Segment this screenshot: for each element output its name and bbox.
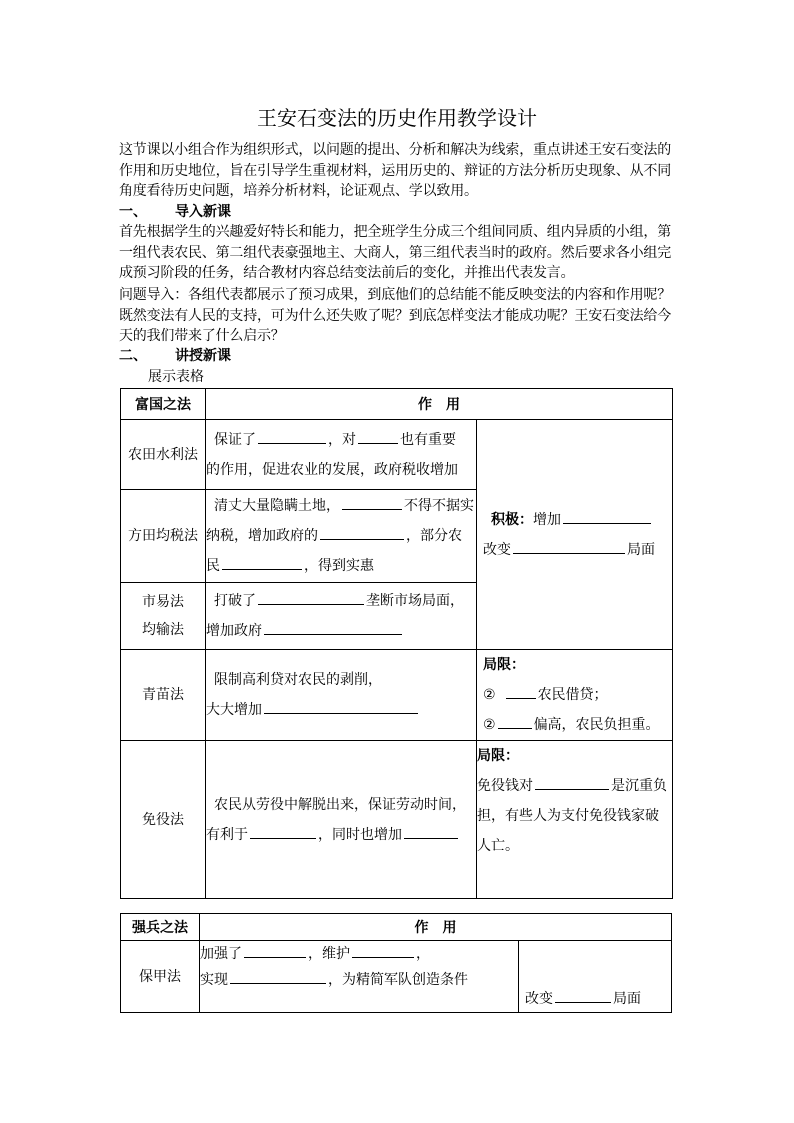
text: 的作用，促进农业的发展，政府税收增加 — [206, 461, 458, 478]
section-title: 讲授新课 — [175, 348, 231, 364]
text: 民 — [206, 558, 220, 574]
paragraph-question: 问题导入：各组代表都展示了预习成果，到底他们的总结能不能反映变法的内容和作用呢？既然变法有人民的支持，可为什么还失败了呢？到底怎样变法才能成功呢？王安石变法给今天的我们带来了什么启示？ — [119, 287, 671, 344]
text: ，对 — [328, 431, 356, 448]
wealth-policy-table — [120, 388, 673, 899]
list-marker: ② — [483, 687, 496, 703]
text: 打破了 — [214, 593, 256, 609]
table-caption: 展示表格 — [148, 369, 204, 385]
policy-name: 方田均税法 — [121, 490, 206, 583]
table-header-policy: 强兵之法 — [121, 914, 200, 941]
text: ， — [416, 946, 430, 962]
policy-name: 免役法 — [121, 741, 206, 899]
fill-blank — [555, 988, 611, 1003]
text: 增加政府 — [206, 623, 262, 639]
table-row — [121, 941, 672, 1013]
text: 限制高利贷对农民的剥削， — [214, 672, 382, 688]
fill-blank — [513, 539, 625, 554]
fill-blank — [358, 429, 398, 444]
section-title: 导入新课 — [175, 204, 231, 220]
fill-blank — [404, 824, 458, 839]
text: 不得不据实 — [404, 498, 474, 514]
policy-effect — [200, 941, 519, 1013]
fill-blank — [264, 620, 402, 635]
table-header-policy: 富国之法 — [121, 389, 206, 420]
fill-blank — [250, 824, 316, 839]
fill-blank — [342, 495, 402, 510]
fill-blank — [535, 775, 609, 790]
section-number: 一、 — [119, 204, 147, 220]
text: 纳税，增加政府的 — [206, 528, 318, 544]
fill-blank — [258, 590, 364, 605]
fill-blank — [352, 943, 414, 958]
policy-name — [121, 583, 206, 650]
text: 局面 — [613, 991, 641, 1007]
text: 人亡。 — [477, 838, 519, 854]
text: 农民借贷； — [537, 687, 608, 703]
text: 农民从劳役中解脱出来，保证劳动时间， — [214, 796, 466, 813]
text: 是沉重负 — [611, 778, 667, 794]
fill-blank — [498, 714, 532, 729]
text: 改变 — [483, 541, 511, 558]
table-row — [121, 420, 673, 490]
policy-effect — [206, 420, 477, 490]
text: 保证了 — [214, 431, 256, 448]
text: 有利于 — [206, 826, 248, 843]
policy-name-line: 市易法 — [142, 594, 184, 610]
policy-name: 青苗法 — [121, 650, 206, 741]
text: 加强了 — [200, 946, 242, 962]
document-title: 王安石变法的历史作用教学设计 — [257, 106, 537, 130]
text: 垄断市场局面， — [366, 593, 464, 609]
policy-effect — [206, 650, 477, 741]
fill-blank — [244, 943, 306, 958]
change-cell — [519, 941, 672, 1013]
fill-blank — [320, 525, 404, 540]
text: ，部分农 — [406, 528, 462, 544]
section-number: 二、 — [119, 348, 147, 364]
text: ，得到实惠 — [304, 558, 374, 574]
text: 局面 — [627, 541, 655, 558]
fill-blank — [222, 555, 302, 570]
text: 也有重要 — [400, 431, 456, 448]
fill-blank — [230, 969, 326, 984]
table-row — [121, 650, 673, 741]
text: 偏高，农民负担重。 — [533, 717, 660, 733]
fill-blank — [258, 429, 326, 444]
military-policy-table — [120, 913, 672, 1013]
label-positive: 积极： — [491, 511, 533, 528]
label-limitation: 局限： — [477, 748, 519, 764]
text: 实现 — [200, 972, 228, 988]
limitations-cell — [477, 741, 673, 899]
intro-paragraph: 这节课以小组合作为组织形式，以问题的提出、分析和解决为线索，重点讲述王安石变法的作用和历史地位，旨在引导学生重视材料，运用历史的、辩证的方法分析历史现象、从不同角度看待历史问题，培养分析材料，论证观点、学以致用。 — [119, 142, 671, 199]
paragraph-grouping: 首先根据学生的兴趣爱好特长和能力，把全班学生分成三个组间同质、组内异质的小组，第一组代表农民、第二组代表豪强地主、大商人，第三组代表当时的政府。然后要求各小组完成预习阶段的任务，结合教材内容总结变法前后的变化，并推出代表发言。 — [119, 224, 671, 281]
text: ，维护 — [308, 946, 350, 962]
policy-name-line: 均输法 — [142, 622, 184, 638]
policy-name: 保甲法 — [121, 941, 200, 1013]
label-limitation: 局限： — [483, 657, 525, 673]
section-heading-1 — [119, 202, 231, 222]
fill-blank — [563, 509, 651, 524]
text: ，同时也增加 — [318, 826, 402, 843]
text: 增加 — [533, 511, 561, 528]
table-row — [121, 741, 673, 899]
table-header-effect: 作 用 — [206, 389, 673, 420]
policy-effect — [206, 490, 477, 583]
text: 免役钱对 — [477, 778, 533, 794]
text: 大大增加 — [206, 702, 262, 718]
fill-blank — [506, 684, 536, 699]
policy-name: 农田水利法 — [121, 420, 206, 490]
text: 清丈大量隐瞒土地， — [214, 498, 340, 514]
text: 改变 — [525, 991, 553, 1007]
policy-effect — [206, 583, 477, 650]
list-marker: ② — [483, 717, 496, 733]
text: ，为精简军队创造条件 — [328, 972, 468, 988]
fill-blank — [264, 699, 418, 714]
policy-effect — [206, 741, 477, 899]
positive-effects-cell — [477, 420, 673, 650]
table-header-effect: 作 用 — [200, 914, 672, 941]
text: 担，有些人为支付免役钱家破 — [477, 808, 659, 824]
section-heading-2 — [119, 346, 231, 366]
limitations-cell — [477, 650, 673, 741]
